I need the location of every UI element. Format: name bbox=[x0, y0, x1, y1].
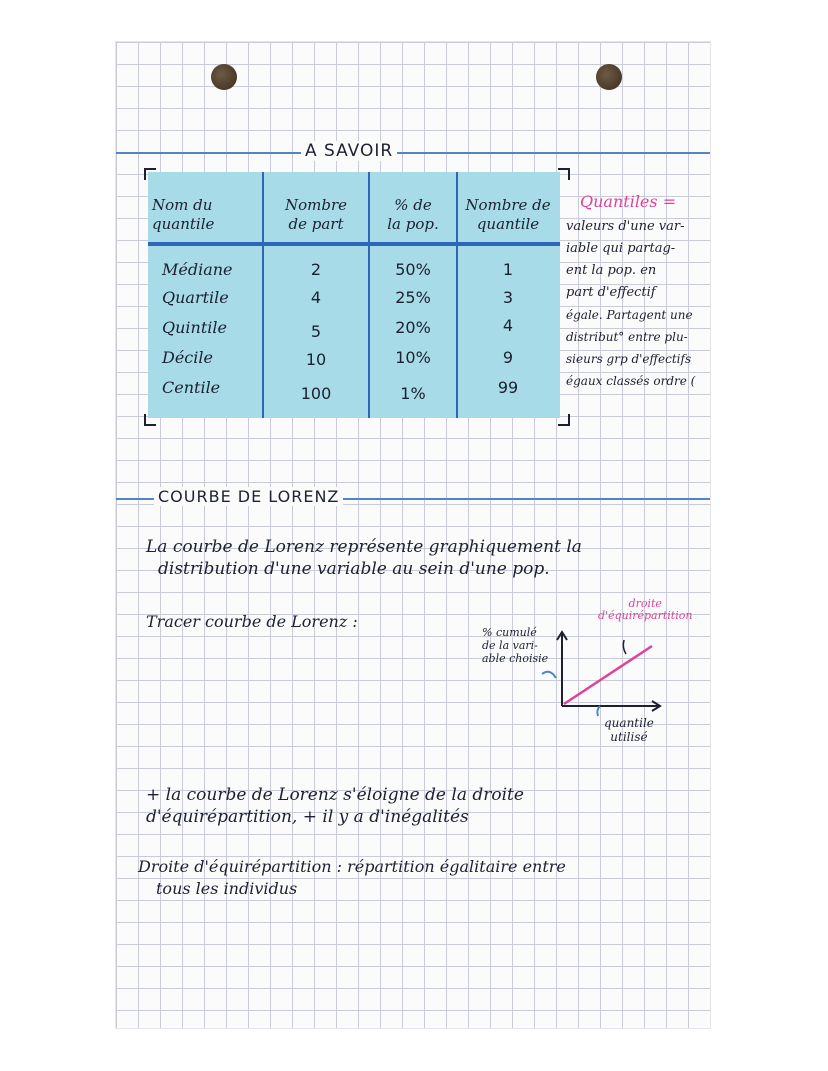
pointer-arrow-icon bbox=[597, 706, 600, 716]
equidistribution-definition: Droite d'équirépartition : répartition égalitaire entre tous les individus bbox=[138, 857, 566, 898]
table-cell-name: Médiane bbox=[162, 260, 233, 279]
table-cell-count: 99 bbox=[497, 378, 519, 397]
section-title-lorenz: COURBE DE LORENZ bbox=[154, 487, 343, 506]
side-note-title: Quantiles = bbox=[580, 192, 677, 211]
table-header-parts: Nombre de part bbox=[284, 196, 348, 233]
trace-label: Tracer courbe de Lorenz : bbox=[146, 612, 358, 631]
lorenz-note: + la courbe de Lorenz s'éloigne de la droite d'équirépartition, + il y a d'inégalités bbox=[146, 785, 524, 827]
lorenz-definition: La courbe de Lorenz représente graphiquement la distribution d'une variable au sein d'une pop. bbox=[146, 537, 582, 579]
table-cell-pct: 10% bbox=[395, 348, 431, 367]
table-cell-pct: 50% bbox=[395, 260, 431, 279]
table-cell-parts: 100 bbox=[300, 384, 332, 403]
table-header-name: Nom du quantile bbox=[152, 196, 215, 233]
table-cell-parts: 4 bbox=[310, 288, 322, 307]
table-cell-pct: 1% bbox=[400, 384, 426, 403]
equidistribution-line bbox=[564, 646, 652, 704]
table-cell-parts: 10 bbox=[305, 350, 327, 369]
side-note-body: valeurs d'une var- iable qui partag- ent la pop. en part d'effectif égale. Partagent une distribut° entre plu- sieurs grp d'effectifs égaux classés ordre ( bbox=[566, 219, 696, 388]
table-cell-count: 3 bbox=[502, 288, 514, 307]
table-cell-name: Centile bbox=[162, 378, 221, 397]
pointer-arrow-icon bbox=[623, 640, 626, 654]
table-cell-parts: 2 bbox=[310, 260, 322, 279]
diagram-line-label: droite d'équirépartition bbox=[598, 597, 693, 622]
table-cell-name: Quartile bbox=[162, 288, 229, 307]
section-title-a-savoir: A SAVOIR bbox=[301, 141, 397, 161]
table-cell-pct: 25% bbox=[395, 288, 431, 307]
table-header-count: Nombre de quantile bbox=[465, 196, 551, 233]
diagram-x-label: quantile utilisé bbox=[604, 716, 654, 744]
table-cell-count: 9 bbox=[502, 348, 514, 367]
pointer-arrow-icon bbox=[542, 672, 556, 678]
diagram-y-label: % cumulé de la vari- able choisie bbox=[482, 626, 549, 665]
table-cell-name: Décile bbox=[162, 348, 213, 367]
table-cell-count: 4 bbox=[502, 316, 514, 335]
table-header-pct: % de la pop. bbox=[387, 196, 439, 233]
table-cell-count: 1 bbox=[502, 260, 514, 279]
table-cell-parts: 5 bbox=[310, 322, 322, 341]
table-cell-pct: 20% bbox=[395, 318, 431, 337]
table-cell-name: Quintile bbox=[162, 318, 227, 337]
